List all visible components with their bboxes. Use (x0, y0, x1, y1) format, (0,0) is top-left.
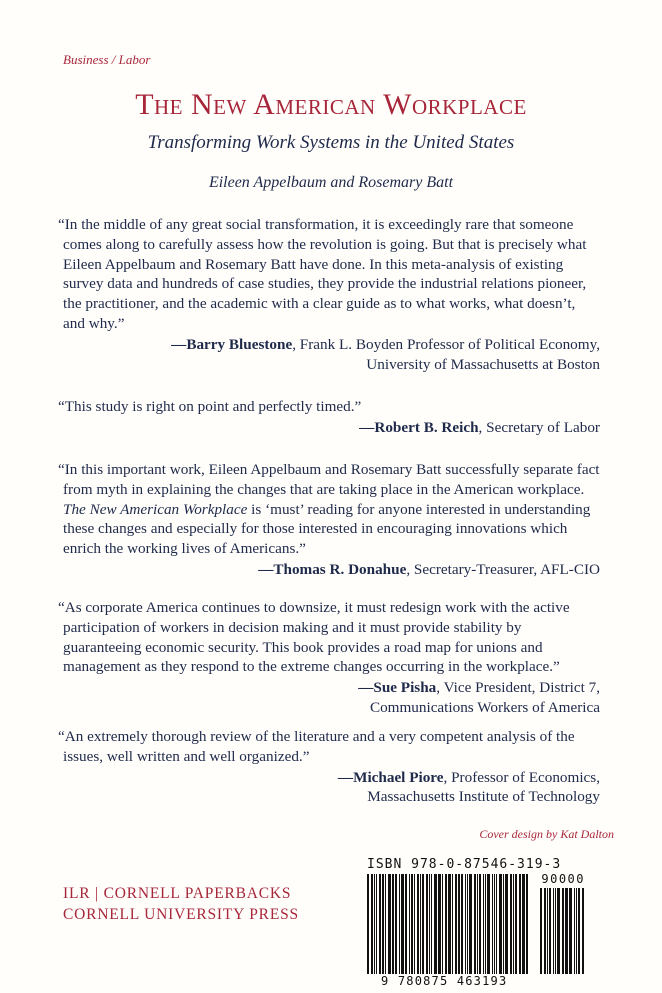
blurb-attribution (63, 768, 600, 808)
barcode-bar (485, 874, 486, 974)
category-label: Business / Labor (63, 52, 151, 67)
barcode-bar (578, 888, 580, 974)
barcode-bar (582, 888, 584, 974)
barcode-bar (496, 874, 497, 974)
barcode-bar (510, 874, 512, 974)
blurb-text: “In the middle of any great social transformation, it is exceedingly rare that someone comes along to carefully assess how the revolution is going. But that is precisely what Eileen Appelbaum and Rosemary Batt have done. In this meta-analysis of existing survey data and hundreds of case studies, they provide the industrial relations pioneer, the practitioner, and the academic with a clear guide as to what works, what doesn’t, and why.” (58, 216, 587, 332)
blurb-reich (58, 397, 600, 438)
blurb-text: “This study is right on point and perfectly timed.” (58, 398, 362, 415)
barcode-digits: 9 780875 463193 (381, 974, 508, 988)
barcode-bar (429, 874, 430, 974)
barcode-bar (392, 874, 394, 974)
barcode-bar (513, 874, 514, 974)
barcode-bar (382, 874, 384, 974)
barcode-bar (503, 874, 504, 974)
barcode-bar (477, 874, 478, 974)
barcode-bar (374, 874, 375, 974)
barcode-bar (455, 874, 457, 974)
barcode-bar (411, 874, 413, 974)
barcode-bars (367, 874, 530, 974)
barcode-bar (379, 874, 381, 974)
barcode-bar (569, 888, 572, 974)
publisher-line-2: CORNELL UNIVERSITY PRESS (63, 906, 299, 923)
barcode-bar (467, 874, 468, 974)
barcode-bar (553, 888, 554, 974)
barcode-addon-bars (540, 888, 585, 974)
barcode-bar (519, 874, 521, 974)
barcode-bar (522, 874, 525, 974)
barcode-bar (367, 874, 369, 974)
barcode-bar (417, 874, 419, 974)
blurb-author-role: , Professor of Economics, (443, 768, 600, 786)
barcode-bar (452, 874, 453, 974)
blurb-author: —Barry Bluestone (171, 335, 293, 353)
barcode-bar (461, 874, 463, 974)
blurb-author-role: , Secretary of Labor (478, 418, 600, 436)
barcode-bar (576, 888, 577, 974)
blurb-text: “An extremely thorough review of the literature and a very competent analysis of the issues, well written and well organized.” (58, 728, 575, 765)
isbn-number: ISBN 978-0-87546-319-3 (367, 857, 562, 872)
barcode-bar (385, 874, 386, 974)
cover-design-credit: Cover design by Kat Dalton (479, 827, 614, 841)
barcode-bar (483, 874, 484, 974)
barcode-bar (371, 874, 373, 974)
blurb-piore (58, 727, 600, 807)
book-subtitle: Transforming Work Systems in the United States (147, 132, 515, 153)
barcode-bar (487, 874, 490, 974)
blurb-author: —Thomas R. Donahue (258, 560, 407, 578)
barcode-bar (555, 888, 556, 974)
blurb-text-part: is ‘must’ reading for anyone interested in understanding these changes and especially for those interested in encouraging innovations which enrich the working lives of Americans.” (63, 500, 591, 558)
barcode-bar (414, 874, 415, 974)
isbn-barcode (367, 857, 613, 988)
barcode-bar (562, 888, 564, 974)
blurb-text: “As corporate America continues to downsize, it must redesign work with the active participation of workers in decision making and it must provide stability by guaranteeing economic security. This book provides a road map for unions and management as they respond to the extreme changes occurring in the workplace.” (58, 599, 570, 676)
barcode-bar (474, 874, 476, 974)
barcode-bar (544, 888, 546, 974)
blurb-author: —Robert B. Reich (359, 418, 479, 436)
barcode-bar (395, 874, 397, 974)
blurb-author-role: , Vice President, District 7, (436, 679, 600, 697)
barcode-bar (465, 874, 466, 974)
barcode-bar (458, 874, 460, 974)
blurb-pisha (58, 598, 600, 718)
blurb-donahue (58, 460, 600, 580)
blurb-author-role: , Frank L. Boyden Professor of Political Economy, (292, 335, 600, 353)
barcode-bar (469, 874, 472, 974)
barcode-bar (547, 888, 548, 974)
barcode-bar (442, 874, 443, 974)
blurb-author: —Sue Pisha (358, 679, 437, 697)
barcode-bar (388, 874, 391, 974)
barcode-graphic (367, 872, 613, 988)
barcode-bar (448, 874, 451, 974)
barcode-bar (399, 874, 400, 974)
blurb-author: —Michael Piore (337, 768, 444, 786)
barcode-bar (405, 874, 407, 974)
barcode-bar (492, 874, 493, 974)
blurb-author-affiliation: University of Massachusetts at Boston (366, 355, 600, 373)
barcode-bar (479, 874, 481, 974)
blurb-attribution (63, 335, 600, 375)
publisher-imprint (63, 883, 299, 925)
barcode-bar (409, 874, 410, 974)
barcode-bar (422, 874, 424, 974)
barcode-bar (376, 874, 377, 974)
barcode-bar (557, 888, 560, 974)
blurb-attribution (63, 560, 600, 580)
barcode-bar (540, 888, 542, 974)
barcode-bar (515, 874, 517, 974)
barcode-addon-code: 90000 (541, 872, 585, 886)
barcode-bar (494, 874, 495, 974)
publisher-line-1: ILR | CORNELL PAPERBACKS (63, 885, 292, 902)
barcode-bar (401, 874, 404, 974)
blurb-author-role: , Secretary-Treasurer, AFL-CIO (406, 560, 600, 578)
blurb-author-affiliation: Communications Workers of America (369, 698, 600, 716)
barcode-bar (426, 874, 428, 974)
blurb-bluestone (58, 215, 600, 374)
blurb-text (58, 460, 600, 559)
barcode-bar (445, 874, 447, 974)
barcode-bar (438, 874, 441, 974)
book-title: The New American Workplace (135, 88, 527, 121)
barcode-bar (420, 874, 421, 974)
blurb-attribution (63, 418, 600, 438)
barcode-bar (549, 888, 551, 974)
blurb-author-affiliation: Massachusetts Institute of Technology (367, 788, 600, 806)
blurb-book-title: The New American Workplace (63, 500, 248, 518)
book-authors: Eileen Appelbaum and Rosemary Batt (208, 174, 454, 191)
barcode-bar (434, 874, 437, 974)
barcode-bar (526, 874, 528, 974)
blurb-attribution (63, 678, 600, 718)
barcode-bar (431, 874, 432, 974)
barcode-bar (505, 874, 508, 974)
barcode-bar (574, 888, 575, 974)
blurb-text-part: “In this important work, Eileen Appelbaum and Rosemary Batt successfully separate fact from myth in explaining the changes that are taking place in the American workplace. (58, 461, 600, 498)
barcode-bar (499, 874, 502, 974)
barcode-bar (565, 888, 568, 974)
